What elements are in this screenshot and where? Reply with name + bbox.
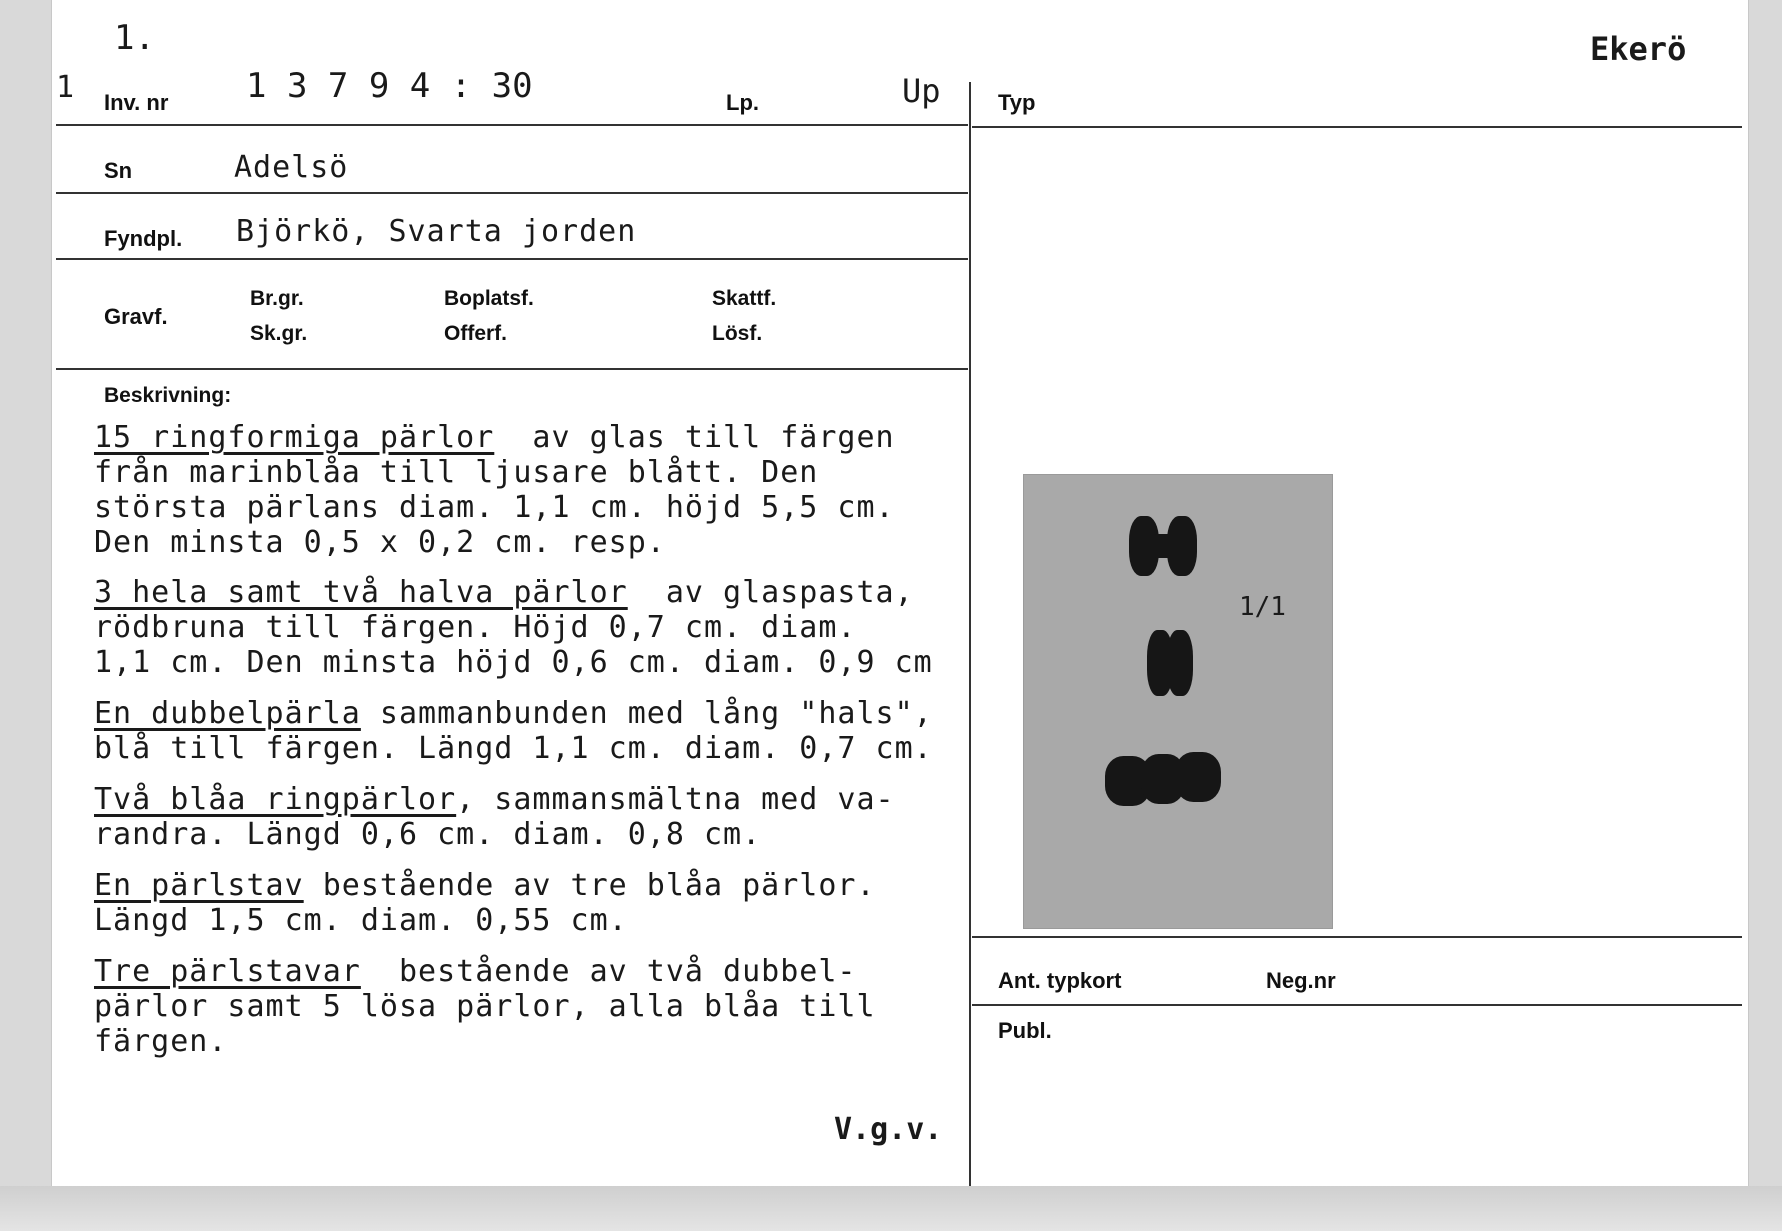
footer-note: V.g.v.: [834, 1112, 943, 1147]
gravf-label: Gravf.: [104, 304, 168, 329]
rule-header: [56, 124, 968, 126]
bead-photo: [1023, 474, 1333, 929]
entry-line: rödbruna till färgen. Höjd 0,7 cm. diam.: [94, 610, 857, 645]
rule-typ: [972, 126, 1742, 128]
rule-ant-typkort: [972, 936, 1742, 938]
inv-nr-label: Inv. nr: [104, 90, 169, 115]
entry-text: bestående av tre blåa pärlor.: [303, 868, 876, 903]
entry-heading: Tre pärlstavar: [94, 954, 361, 989]
entry-text: av glaspasta,: [627, 575, 914, 610]
left-margin-mark: 1: [56, 70, 75, 105]
scan-edge: [0, 1186, 1782, 1231]
description-entry-4: [94, 782, 994, 852]
sn-label: Sn: [104, 158, 133, 183]
entry-heading: En dubbelpärla: [94, 696, 361, 731]
entry-line: randra. Längd 0,6 cm. diam. 0,8 cm.: [94, 817, 762, 852]
entry-text: av glas till färgen: [494, 420, 895, 455]
entry-line: pärlor samt 5 lösa pärlor, alla blåa till: [94, 989, 876, 1024]
ant-typkort-label: Ant. typkort: [998, 968, 1122, 993]
br-gr-label: Br.gr.: [250, 287, 304, 310]
rule-gravf: [56, 368, 968, 370]
fyndpl-value: Björkö, Svarta jorden: [236, 214, 637, 249]
bead-rod: [1175, 752, 1221, 802]
entry-text: bestående av två dubbel-: [360, 954, 857, 989]
description-entry-2: [94, 575, 994, 680]
rule-sn: [56, 192, 968, 194]
bead-double: [1167, 516, 1197, 576]
entry-line: från marinblåa till ljusare blått. Den: [94, 455, 819, 490]
entry-line: Längd 1,5 cm. diam. 0,55 cm.: [94, 903, 628, 938]
boplatsf-label: Boplatsf.: [444, 287, 534, 310]
rule-fyndpl: [56, 258, 968, 260]
region-name: Ekerö: [1590, 30, 1687, 68]
description-entry-6: [94, 954, 994, 1059]
bead-pair: [1167, 630, 1193, 696]
publ-label: Publ.: [998, 1018, 1052, 1043]
fyndpl-label: Fyndpl.: [104, 226, 183, 251]
lp-value: Up: [902, 72, 941, 110]
entry-heading: Två blåa ringpärlor: [94, 782, 457, 817]
entry-line: färgen.: [94, 1024, 228, 1059]
beskrivning-label: Beskrivning:: [104, 384, 232, 407]
sn-value: Adelsö: [234, 150, 349, 185]
entry-heading: 3 hela samt två halva pärlor: [94, 575, 628, 610]
entry-text: sammanbunden med lång "hals",: [360, 696, 933, 731]
entry-line: största pärlans diam. 1,1 cm. höjd 5,5 cm.: [94, 490, 895, 525]
description-entry-5: [94, 868, 994, 938]
inv-nr-value: 1 3 7 9 4 : 30: [246, 66, 533, 106]
offerf-label: Offerf.: [444, 322, 507, 345]
neg-nr-label: Neg.nr: [1266, 968, 1336, 993]
lp-label: Lp.: [726, 90, 759, 115]
entry-line: blå till färgen. Längd 1,1 cm. diam. 0,7 cm.: [94, 731, 933, 766]
entry-line: Den minsta 0,5 x 0,2 cm. resp.: [94, 525, 666, 560]
losf-label: Lösf.: [712, 322, 763, 345]
entry-heading: 15 ringformiga pärlor: [94, 420, 495, 455]
typ-label: Typ: [998, 90, 1036, 115]
description-entry-1: [94, 420, 994, 560]
photo-scale: 1/1: [1239, 592, 1286, 622]
description-entry-3: [94, 696, 994, 766]
entry-heading: En pärlstav: [94, 868, 304, 903]
entry-text: , sammansmältna med va-: [456, 782, 895, 817]
skattf-label: Skattf.: [712, 287, 777, 310]
entry-line: 1,1 cm. Den minsta höjd 0,6 cm. diam. 0,9 cm: [94, 645, 933, 680]
card-number: 1.: [114, 18, 155, 58]
rule-publ: [972, 1004, 1742, 1006]
sk-gr-label: Sk.gr.: [250, 322, 308, 345]
